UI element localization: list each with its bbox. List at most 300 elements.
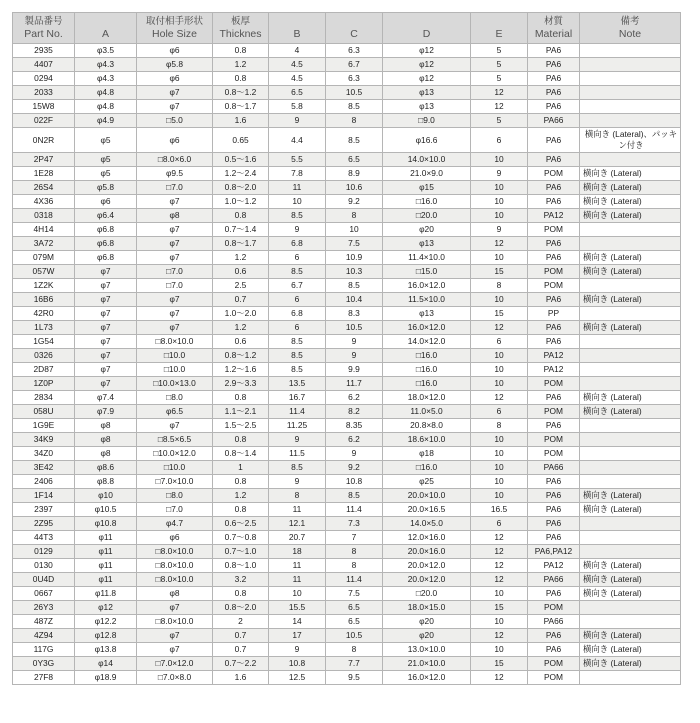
cell-thickness: 0.8 — [213, 503, 269, 517]
table-row — [13, 181, 681, 195]
cell-d: φ13 — [383, 86, 471, 100]
cell-material: PA6 — [528, 58, 580, 72]
cell-e: 12 — [471, 321, 528, 335]
column-header-en: A — [101, 28, 109, 40]
cell-part-no: 1F14 — [13, 489, 75, 503]
cell-d: φ16.6 — [383, 128, 471, 153]
cell-d: φ20 — [383, 629, 471, 643]
cell-d: □16.0 — [383, 363, 471, 377]
column-header-c — [326, 13, 383, 44]
cell-note: 横向き (Lateral) — [580, 489, 681, 503]
cell-a: φ11 — [75, 531, 137, 545]
cell-c: 7.5 — [326, 237, 383, 251]
cell-material: PA12 — [528, 559, 580, 573]
cell-e: 10 — [471, 475, 528, 489]
cell-material: PA6 — [528, 251, 580, 265]
cell-a: φ8 — [75, 419, 137, 433]
cell-e: 10 — [471, 209, 528, 223]
cell-a: φ4.8 — [75, 100, 137, 114]
column-header-en: Hole Size — [152, 28, 197, 40]
cell-a: φ11.8 — [75, 587, 137, 601]
cell-b: 8.5 — [269, 349, 326, 363]
column-header-jp — [269, 16, 325, 28]
cell-a: φ8.8 — [75, 475, 137, 489]
cell-e: 5 — [471, 58, 528, 72]
cell-hole-size: □7.0×8.0 — [137, 671, 213, 685]
cell-d: □16.0 — [383, 461, 471, 475]
cell-thickness: 0.7～2.2 — [213, 657, 269, 671]
cell-thickness: 1.6 — [213, 671, 269, 685]
cell-part-no: 4Z94 — [13, 629, 75, 643]
cell-b: 9 — [269, 643, 326, 657]
cell-b: 6.8 — [269, 237, 326, 251]
cell-part-no: 2834 — [13, 391, 75, 405]
cell-a: φ5 — [75, 153, 137, 167]
cell-e: 9 — [471, 167, 528, 181]
cell-a: φ4.8 — [75, 86, 137, 100]
cell-part-no: 4X36 — [13, 195, 75, 209]
cell-part-no: 2D87 — [13, 363, 75, 377]
cell-b: 11.4 — [269, 405, 326, 419]
table-row — [13, 615, 681, 629]
cell-b: 4 — [269, 44, 326, 58]
cell-thickness: 1.0～2.0 — [213, 307, 269, 321]
cell-material: POM — [528, 167, 580, 181]
cell-thickness: 0.8 — [213, 433, 269, 447]
table-row — [13, 279, 681, 293]
cell-part-no: 0129 — [13, 545, 75, 559]
cell-thickness: 0.65 — [213, 128, 269, 153]
cell-b: 6.5 — [269, 86, 326, 100]
column-header-jp: 備考 — [620, 16, 640, 27]
cell-hole-size: φ7 — [137, 321, 213, 335]
cell-a: φ6.8 — [75, 237, 137, 251]
cell-note: 横向き (Lateral) — [580, 209, 681, 223]
cell-note — [580, 671, 681, 685]
cell-e: 10 — [471, 349, 528, 363]
table-row — [13, 545, 681, 559]
cell-part-no: 3E42 — [13, 461, 75, 475]
cell-thickness: 1.6 — [213, 114, 269, 128]
table-row — [13, 265, 681, 279]
table-row — [13, 531, 681, 545]
cell-hole-size: □7.0 — [137, 265, 213, 279]
cell-material: PA66 — [528, 461, 580, 475]
cell-c: 11.4 — [326, 573, 383, 587]
cell-a: φ11 — [75, 545, 137, 559]
cell-d: φ12 — [383, 58, 471, 72]
table-row — [13, 335, 681, 349]
cell-c: 9.5 — [326, 671, 383, 685]
column-header-jp — [75, 16, 136, 28]
cell-note — [580, 86, 681, 100]
cell-b: 10 — [269, 195, 326, 209]
cell-hole-size: φ6.5 — [137, 405, 213, 419]
cell-c: 7 — [326, 531, 383, 545]
cell-d: □16.0 — [383, 349, 471, 363]
cell-material: PA6 — [528, 181, 580, 195]
cell-c: 8.35 — [326, 419, 383, 433]
cell-hole-size: φ7 — [137, 100, 213, 114]
cell-material: PA6 — [528, 587, 580, 601]
column-header-d — [383, 13, 471, 44]
cell-d: 20.0×16.5 — [383, 503, 471, 517]
cell-e: 12 — [471, 86, 528, 100]
cell-material: PA6 — [528, 100, 580, 114]
table-row — [13, 114, 681, 128]
table-row — [13, 363, 681, 377]
cell-thickness: 2 — [213, 615, 269, 629]
table-row — [13, 503, 681, 517]
cell-thickness: 1 — [213, 461, 269, 475]
cell-a: φ6.4 — [75, 209, 137, 223]
cell-e: 5 — [471, 44, 528, 58]
cell-b: 6 — [269, 293, 326, 307]
cell-hole-size: □7.0 — [137, 503, 213, 517]
cell-a: φ7 — [75, 321, 137, 335]
cell-d: φ12 — [383, 72, 471, 86]
column-header-material — [528, 13, 580, 44]
cell-b: 8.5 — [269, 461, 326, 475]
cell-thickness: 0.6 — [213, 265, 269, 279]
table-row — [13, 195, 681, 209]
table-row — [13, 629, 681, 643]
cell-note — [580, 447, 681, 461]
cell-b: 9 — [269, 223, 326, 237]
table-row — [13, 643, 681, 657]
cell-b: 6 — [269, 251, 326, 265]
cell-material: PA12 — [528, 209, 580, 223]
cell-material: PA66 — [528, 114, 580, 128]
cell-thickness: 1.2 — [213, 489, 269, 503]
cell-d: 16.0×12.0 — [383, 279, 471, 293]
cell-e: 12 — [471, 573, 528, 587]
cell-part-no: 057W — [13, 265, 75, 279]
cell-part-no: 0130 — [13, 559, 75, 573]
cell-note: 横向き (Lateral) — [580, 405, 681, 419]
cell-b: 4.5 — [269, 72, 326, 86]
cell-b: 4.5 — [269, 58, 326, 72]
cell-material: POM — [528, 447, 580, 461]
cell-b: 5.5 — [269, 153, 326, 167]
cell-c: 10 — [326, 223, 383, 237]
cell-note: 横向き (Lateral) — [580, 573, 681, 587]
cell-material: POM — [528, 405, 580, 419]
cell-b: 11.25 — [269, 419, 326, 433]
cell-thickness: 0.5～1.6 — [213, 153, 269, 167]
cell-part-no: 0N2R — [13, 128, 75, 153]
cell-c: 11.4 — [326, 503, 383, 517]
column-header-en: Thicknes — [219, 28, 262, 40]
cell-c: 10.6 — [326, 181, 383, 195]
cell-material: PA6 — [528, 237, 580, 251]
cell-a: φ6.8 — [75, 223, 137, 237]
cell-a: φ8.6 — [75, 461, 137, 475]
cell-d: 20.8×8.0 — [383, 419, 471, 433]
cell-part-no: 058U — [13, 405, 75, 419]
cell-c: 7.7 — [326, 657, 383, 671]
cell-material: POM — [528, 265, 580, 279]
cell-b: 11 — [269, 503, 326, 517]
cell-hole-size: φ6 — [137, 72, 213, 86]
cell-material: PA6 — [528, 44, 580, 58]
cell-part-no: 0U4D — [13, 573, 75, 587]
cell-b: 9 — [269, 433, 326, 447]
cell-hole-size: □7.0 — [137, 181, 213, 195]
cell-part-no: 487Z — [13, 615, 75, 629]
cell-thickness: 0.7 — [213, 293, 269, 307]
cell-b: 20.7 — [269, 531, 326, 545]
cell-thickness: 1.2 — [213, 58, 269, 72]
cell-e: 12 — [471, 559, 528, 573]
cell-note — [580, 517, 681, 531]
cell-note — [580, 377, 681, 391]
cell-thickness: 0.7 — [213, 643, 269, 657]
cell-c: 6.5 — [326, 153, 383, 167]
cell-hole-size: □7.0 — [137, 279, 213, 293]
cell-hole-size: □10.0 — [137, 349, 213, 363]
cell-part-no: 2397 — [13, 503, 75, 517]
cell-note — [580, 153, 681, 167]
cell-material: POM — [528, 657, 580, 671]
cell-hole-size: □5.0 — [137, 114, 213, 128]
cell-thickness: 0.6 — [213, 335, 269, 349]
cell-material: PA6 — [528, 335, 580, 349]
cell-note — [580, 615, 681, 629]
table-row — [13, 223, 681, 237]
cell-b: 4.4 — [269, 128, 326, 153]
cell-note — [580, 307, 681, 321]
cell-hole-size: □8.0×10.0 — [137, 335, 213, 349]
column-header-e — [471, 13, 528, 44]
cell-c: 8.5 — [326, 128, 383, 153]
cell-material: POM — [528, 279, 580, 293]
cell-hole-size: φ7 — [137, 195, 213, 209]
cell-b: 9 — [269, 114, 326, 128]
cell-a: φ7 — [75, 279, 137, 293]
table-row — [13, 517, 681, 531]
cell-material: POM — [528, 601, 580, 615]
table-row — [13, 587, 681, 601]
table-row — [13, 559, 681, 573]
cell-d: φ12 — [383, 44, 471, 58]
cell-b: 11 — [269, 181, 326, 195]
parts-table — [12, 12, 681, 685]
cell-hole-size: φ7 — [137, 293, 213, 307]
cell-thickness: 0.8～1.4 — [213, 447, 269, 461]
table-row — [13, 128, 681, 153]
cell-note: 横向き (Lateral) — [580, 657, 681, 671]
cell-d: φ25 — [383, 475, 471, 489]
cell-part-no: 42R0 — [13, 307, 75, 321]
table-row — [13, 293, 681, 307]
cell-a: φ7 — [75, 307, 137, 321]
column-header-jp — [383, 16, 470, 28]
cell-a: φ3.5 — [75, 44, 137, 58]
table-row — [13, 391, 681, 405]
cell-e: 10 — [471, 461, 528, 475]
cell-part-no: 1Z0P — [13, 377, 75, 391]
cell-thickness: 1.1～2.1 — [213, 405, 269, 419]
cell-e: 15 — [471, 307, 528, 321]
cell-c: 10.3 — [326, 265, 383, 279]
cell-e: 12 — [471, 545, 528, 559]
cell-part-no: 2P47 — [13, 153, 75, 167]
cell-material: PA6 — [528, 531, 580, 545]
cell-thickness: 1.2 — [213, 251, 269, 265]
cell-part-no: 0Y3G — [13, 657, 75, 671]
cell-part-no: 34K9 — [13, 433, 75, 447]
cell-c: 9 — [326, 335, 383, 349]
column-header-jp: 板厚 — [230, 16, 250, 27]
cell-d: φ13 — [383, 100, 471, 114]
cell-e: 10 — [471, 181, 528, 195]
cell-thickness: 0.8～1.2 — [213, 86, 269, 100]
cell-b: 17 — [269, 629, 326, 643]
cell-e: 10 — [471, 643, 528, 657]
cell-e: 5 — [471, 72, 528, 86]
cell-c: 10.4 — [326, 293, 383, 307]
cell-hole-size: □7.0×10.0 — [137, 475, 213, 489]
cell-thickness: 0.7 — [213, 629, 269, 643]
cell-part-no: 26S4 — [13, 181, 75, 195]
table-row — [13, 307, 681, 321]
cell-thickness: 0.6～2.5 — [213, 517, 269, 531]
cell-d: φ15 — [383, 181, 471, 195]
cell-material: PA6 — [528, 475, 580, 489]
cell-d: □20.0 — [383, 209, 471, 223]
column-header-en: D — [422, 28, 431, 40]
cell-a: φ10.5 — [75, 503, 137, 517]
cell-c: 8 — [326, 545, 383, 559]
cell-a: φ6 — [75, 195, 137, 209]
column-header-en: C — [350, 28, 358, 40]
cell-d: φ13 — [383, 237, 471, 251]
table-body — [13, 44, 681, 685]
cell-a: φ7.4 — [75, 391, 137, 405]
cell-e: 10 — [471, 377, 528, 391]
cell-thickness: 0.8～2.0 — [213, 601, 269, 615]
cell-c: 6.2 — [326, 433, 383, 447]
cell-note — [580, 237, 681, 251]
cell-part-no: 4H14 — [13, 223, 75, 237]
cell-a: φ7.9 — [75, 405, 137, 419]
cell-d: 11.5×10.0 — [383, 293, 471, 307]
cell-c: 8.3 — [326, 307, 383, 321]
cell-hole-size: □7.0×12.0 — [137, 657, 213, 671]
cell-d: φ18 — [383, 447, 471, 461]
cell-a: φ5.8 — [75, 181, 137, 195]
column-header-en: E — [495, 28, 503, 40]
cell-a: φ10.8 — [75, 517, 137, 531]
cell-part-no: 2Z95 — [13, 517, 75, 531]
column-header-thickness — [213, 13, 269, 44]
cell-hole-size: □8.0×10.0 — [137, 573, 213, 587]
cell-e: 12 — [471, 391, 528, 405]
cell-b: 6.8 — [269, 307, 326, 321]
cell-hole-size: φ9.5 — [137, 167, 213, 181]
cell-part-no: 1G9E — [13, 419, 75, 433]
cell-c: 6.5 — [326, 601, 383, 615]
cell-part-no: 2935 — [13, 44, 75, 58]
cell-hole-size: φ6 — [137, 44, 213, 58]
cell-hole-size: φ6 — [137, 531, 213, 545]
cell-material: PA6 — [528, 391, 580, 405]
cell-part-no: 1L73 — [13, 321, 75, 335]
cell-note — [580, 545, 681, 559]
cell-e: 6 — [471, 405, 528, 419]
cell-d: □15.0 — [383, 265, 471, 279]
cell-e: 5 — [471, 114, 528, 128]
cell-hole-size: φ7 — [137, 251, 213, 265]
cell-hole-size: □8.0 — [137, 489, 213, 503]
cell-material: PA6 — [528, 153, 580, 167]
cell-b: 10.8 — [269, 657, 326, 671]
cell-hole-size: □8.0 — [137, 391, 213, 405]
cell-material: PA6 — [528, 86, 580, 100]
cell-hole-size: φ7 — [137, 629, 213, 643]
cell-part-no: 1Z2K — [13, 279, 75, 293]
cell-material: POM — [528, 433, 580, 447]
cell-note: 横向き (Lateral) — [580, 321, 681, 335]
cell-part-no: 15W8 — [13, 100, 75, 114]
cell-hole-size: φ8 — [137, 587, 213, 601]
cell-d: 21.0×9.0 — [383, 167, 471, 181]
cell-d: 20.0×16.0 — [383, 545, 471, 559]
cell-part-no: 44T3 — [13, 531, 75, 545]
cell-material: PP — [528, 307, 580, 321]
table-row — [13, 475, 681, 489]
cell-hole-size: □10.0 — [137, 461, 213, 475]
cell-material: PA6 — [528, 489, 580, 503]
cell-thickness: 1.0～1.2 — [213, 195, 269, 209]
cell-b: 14 — [269, 615, 326, 629]
cell-c: 7.3 — [326, 517, 383, 531]
cell-d: 21.0×10.0 — [383, 657, 471, 671]
cell-b: 8.5 — [269, 335, 326, 349]
column-header-jp: 材質 — [543, 16, 563, 27]
cell-note: 横向き (Lateral) — [580, 265, 681, 279]
cell-material: PA6,PA12 — [528, 545, 580, 559]
cell-hole-size: φ7 — [137, 601, 213, 615]
cell-hole-size: φ7 — [137, 237, 213, 251]
cell-hole-size: φ7 — [137, 223, 213, 237]
cell-b: 11 — [269, 559, 326, 573]
cell-part-no: 16B6 — [13, 293, 75, 307]
cell-part-no: 26Y3 — [13, 601, 75, 615]
cell-b: 6 — [269, 321, 326, 335]
cell-c: 10.5 — [326, 321, 383, 335]
column-header-jp: 取付相手形状 — [145, 16, 203, 27]
cell-thickness: 2.9～3.3 — [213, 377, 269, 391]
cell-material: POM — [528, 671, 580, 685]
cell-note — [580, 58, 681, 72]
cell-hole-size: φ4.7 — [137, 517, 213, 531]
cell-b: 11.5 — [269, 447, 326, 461]
cell-b: 10 — [269, 587, 326, 601]
cell-e: 10 — [471, 587, 528, 601]
cell-part-no: 4407 — [13, 58, 75, 72]
cell-c: 8.5 — [326, 279, 383, 293]
table-row — [13, 100, 681, 114]
cell-d: 16.0×12.0 — [383, 671, 471, 685]
cell-e: 10 — [471, 293, 528, 307]
cell-c: 8 — [326, 114, 383, 128]
cell-e: 10 — [471, 251, 528, 265]
cell-note — [580, 100, 681, 114]
cell-c: 8 — [326, 643, 383, 657]
cell-note: 横向き (Lateral) — [580, 391, 681, 405]
